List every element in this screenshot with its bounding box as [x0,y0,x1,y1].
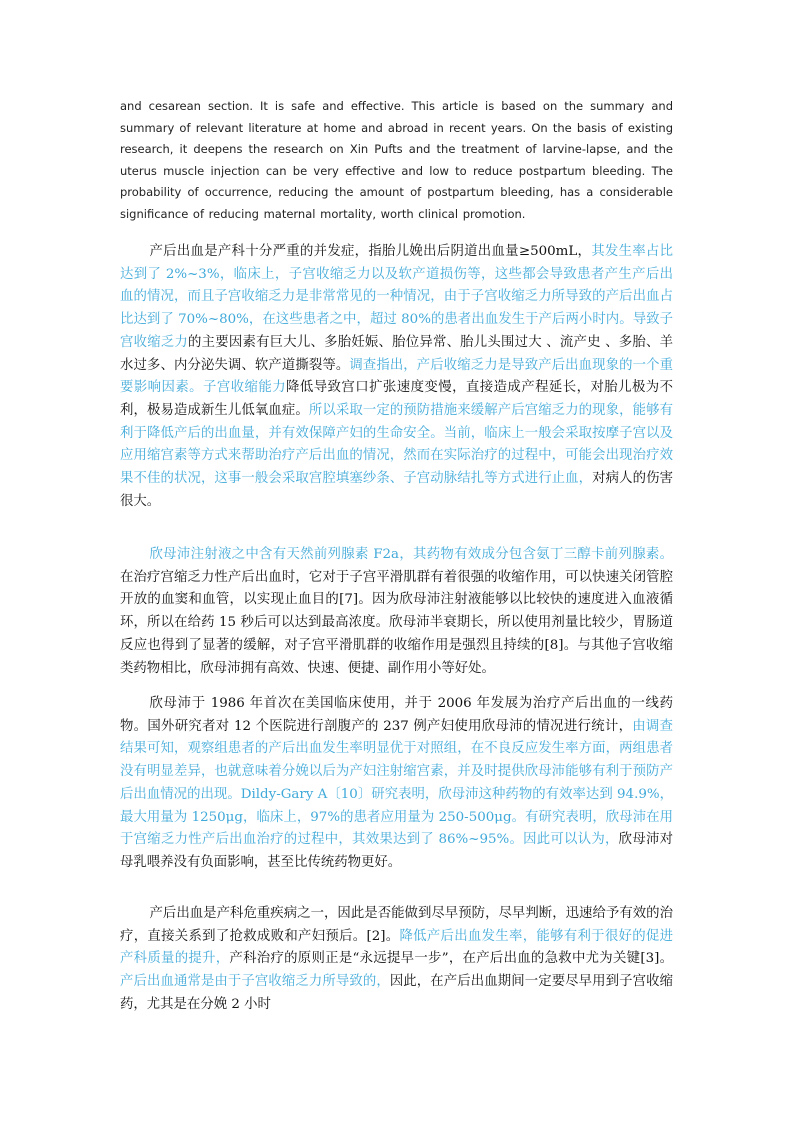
text-segment: 产科治疗的原则正是“永远提早一步”，在产后出血的急救中尤为关键[3]。 [229,951,673,967]
text-segment: 产后出血是产科十分严重的并发症，指胎儿娩出后阴道出血量≥500mL， [149,244,592,259]
highlighted-text: 欣母沛注射液之中含有天然前列腺素 F2a，其药物有效成分包含氨丁三醇卡前列腺素。 [149,547,673,562]
paragraph-postpartum-hemorrhage [120,241,673,513]
highlighted-text: 产后出血通常是由于子宫收缩乏力所导致的， [120,974,390,990]
text-segment: 产后出血是产科危重疾病之一，因此是否能做到尽早预防，尽早判断，迅速给予有效的治疗，直接关系到了抢救成败和产妇预后。[2]。 [120,906,673,944]
highlighted-text: 调查指出，产后收缩乏力是导致产后出血现象的一个重要影响因素。子宫收缩能力 [120,357,674,396]
highlighted-text: 降低产后出血发生率，能够有利于很好的促进产科质量的提升， [120,928,674,967]
text-segment: 在治疗宫缩乏力性产后出血时，它对于子宫平滑肌群有着很强的收缩作用，可以快速关闭管腔开放的血窦和血管，以实现止血目的[7]。因为欣母沛注射液能够以比较快的速度进入血液循环，所以在给药 15 秒后可以达到最高浓度。欣母沛半衰期长，所以使用剂量比较少，胃肠道反应也得到了显著的缓解，对子宫平滑肌群的收缩作用是强烈且持续的[8]。与其他子宫收缩类药物相比，欣母沛拥有高效、快速、便捷、副作用小等好处。 [120,569,673,676]
text-segment: 降低导致宫口扩张速度变慢，直接造成产程延长，对胎儿极为不利，极易造成新生儿低氧血症。 [120,380,674,418]
text-segment: 沛对母乳喂养没有负面影响，甚至比传统药物更好。 [120,832,674,870]
highlighted-text: 其发生率占比达到了 2%~3%，临床上，子宫收缩乏力以及软产道损伤等，这些都会导致患者产生产后出血的情况，而且子宫收缩乏力是非常常见的一种情况，由于子宫收缩乏力所导致的产后出血占比达到了 70%~80%，在这些患者之中，超过 80%的患者出血发生于产后两小时内。导致子宫收缩乏力 [120,244,673,350]
paragraph-early-prevention [120,903,673,1017]
paragraph-carboprost-injection [120,544,673,680]
english-abstract-text: and cesarean section. It is safe and effective. This article is based on the summary and summary of relevant literature at home and abroad in recent years. On the basis of existing research, it deepens the research on Xin Pufts and the treatment of larvine-lapse, and the uterus muscle injection can be very effective and low to reduce postpartum bleeding. The probability of occurrence, reducing the amount of postpartum bleeding, has a considerable significance of reducing maternal mortality, worth clinical promotion. [120,99,673,221]
highlighted-text: 由调查结果可知，观察组患者的产后出血发生率明显优于对照组，在不良反应发生率方面，两组患者没有明显差异，也就意味着分娩以后为产妇注射缩宫素，并及时提供欣母沛能够有利于预防产后出血情况的出现。Dildy-Gary A〔10〕研究表明，欣母沛这种药物的有效率达到 94.9%，最大用量为 1250μg，临床上，97%的患者应用量为 250-500μg。有研究表明，欣母沛在用于宫缩乏力性产后出血治疗的过程中，其效果达到了 86%~95%。因此可以认为， [120,718,674,848]
highlighted-text: 所以采取一定的预防措施来缓解产后宫缩乏力的现象，能够有利于降低产后的出血量，并有效保障产妇的生命安全。当前，临床上一般会采取按摩子宫以及应用缩宫素等方式来帮助治疗产后出血的情况，然而在实际治疗的过程中，可能会出现治疗效果不佳的状况，这事一般会采取宫腔填塞纱条、子宫动脉结扎等方式进行止血， [120,402,674,487]
text-segment: 欣母 [618,832,646,848]
text-segment: 欣母沛于 1986 年首次在美国临床使用，并于 2006 年发展为治疗产后出血的一线药物。国外研究者对 12 个医院进行剖腹产的 237 例产妇使用欣母沛的情况进行统计， [120,696,673,734]
text-segment: 对病人的伤害很大。 [120,471,673,509]
text-segment: 的主要因素有巨大儿、多胎妊娠、胎位异常、胎儿头围过大 、流产史 、多胎、羊水过多、内分泌失调、软产道撕裂等。 [120,334,674,373]
paragraph-clinical-history [120,693,673,875]
text-segment: 因此，在产后出血期间一定要尽早用到子宫收缩药，尤其是在分娩 2 小时 [120,974,674,1012]
